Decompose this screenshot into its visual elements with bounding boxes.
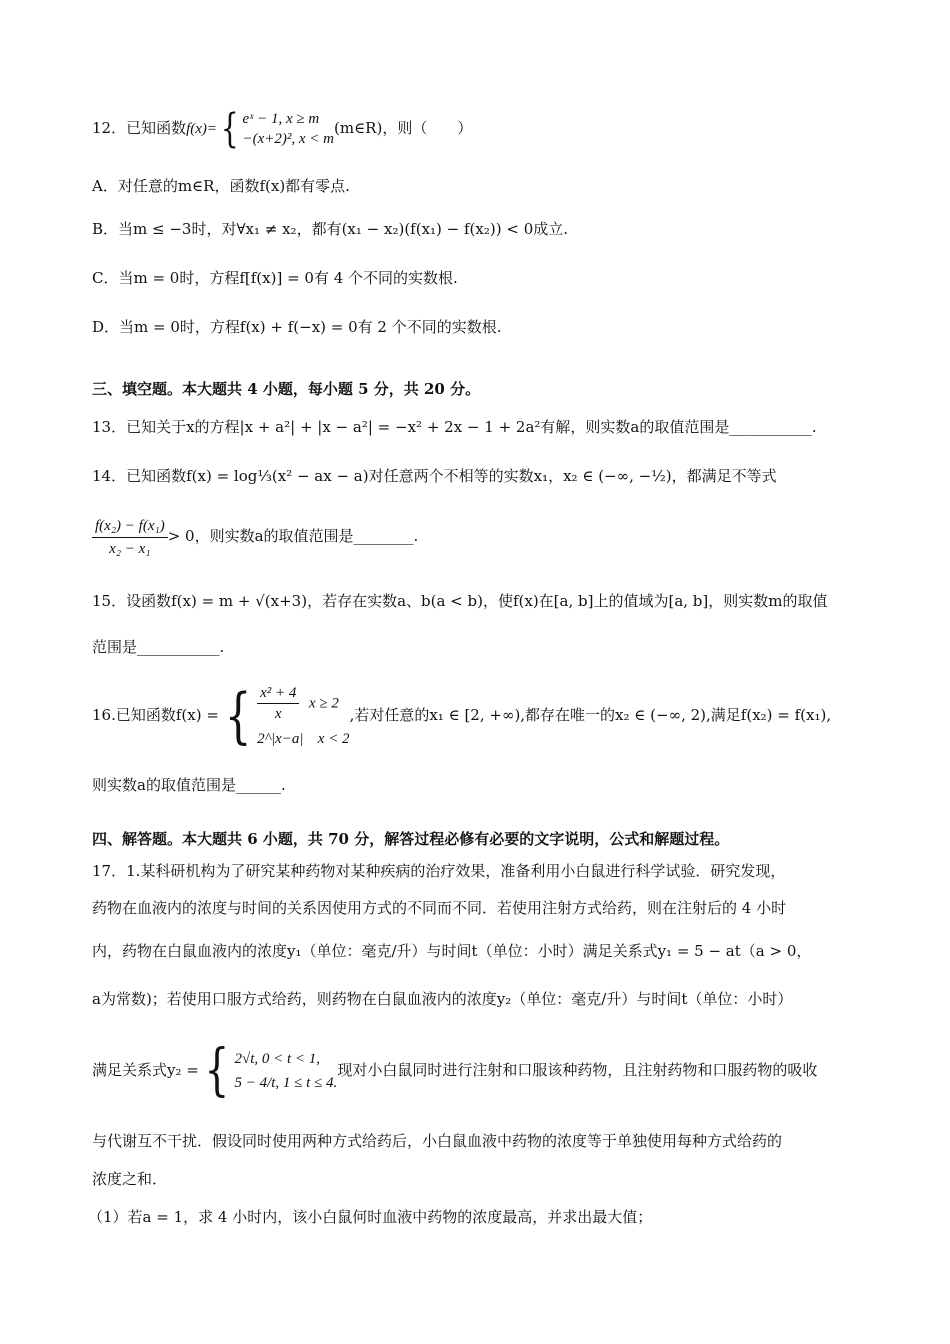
q16-rest: ,若对任意的x₁ ∈ [2, +∞),都存在唯一的x₂ ∈ (−∞, 2),满足f(x₂) = f(x₁), [349, 706, 832, 724]
q12-intro: 12．已知函数 [92, 119, 187, 137]
q14-frac-den: x₂ − x₁ [109, 540, 151, 557]
q14-line2-text: > 0，则实数a的取值范围是________. [167, 527, 419, 545]
q12-option-b: B．当m ≤ −3时，对∀x₁ ≠ x₂，都有(x₁ − x₂)(f(x₁) − f(x₂)) < 0成立. [92, 220, 569, 238]
q17-line3: 内，药物在白鼠血液内的浓度y₁（单位：毫克/升）与时间t（单位：小时）满足关系式y₁ = 5 − at（a > 0， [92, 942, 812, 960]
q16-case2 [257, 728, 349, 749]
q16-case1 [257, 683, 349, 724]
q17-line1: 17．1.某科研机构为了研究某种药物对某种疾病的治疗效果，准备利用小白鼠进行科学试验．研究发现， [92, 862, 786, 880]
q17-line8: （1）若a = 1，求 4 小时内，该小白鼠何时血液中药物的浓度最高，并求出最大值； [88, 1208, 653, 1226]
q17-l5-rest: 现对小白鼠同时进行注射和口服该种药物，且注射药物和口服药物的吸收 [337, 1061, 818, 1079]
left-brace: { [220, 106, 239, 152]
question-12-stem [92, 106, 880, 152]
question-14-line1: 14．已知函数f(x) = log⅓(x² − ax − a)对任意两个不相等的实数x₁，x₂ ∈ (−∞, −½)，都满足不等式 [92, 467, 777, 485]
q16-case1-den: x [274, 706, 282, 722]
q17-line5 [92, 1038, 880, 1103]
q17-case2: 5 − 4/t, 1 ≤ t ≤ 4. [234, 1075, 338, 1091]
question-15-line1: 15．设函数f(x) = m + √(x+3)，若存在实数a、b(a < b)，使f(x)在[a, b]上的值域为[a, b]，则实数m的取值 [92, 592, 828, 610]
question-13: 13．已知关于x的方程|x + a²| + |x − a²| = −x² + 2x − 1 + 2a²有解，则实数a的取值范围是___________. [92, 418, 817, 436]
q12-option-d: D．当m = 0时，方程f(x) + f(−x) = 0有 2 个不同的实数根. [92, 318, 502, 336]
q16-case1-frac [257, 683, 299, 724]
question-16-line2: 则实数a的取值范围是______. [92, 776, 286, 794]
q12-option-a: A．对任意的m∈R，函数f(x)都有零点. [92, 177, 350, 195]
q17-line2: 药物在血液内的浓度与时间的关系因使用方式的不同而不同．若使用注射方式给药，则在注射后的 4 小时 [92, 899, 787, 917]
q12-cond: (m∈R)，则（ ） [334, 119, 473, 137]
q16-case1-num: x² + 4 [257, 683, 299, 704]
q17-case1: 2√t, 0 < t < 1, [234, 1051, 321, 1067]
question-14-line2 [92, 512, 880, 560]
section-3-heading: 三、填空题。本大题共 4 小题，每小题 5 分，共 20 分。 [92, 380, 481, 398]
section-4-heading: 四、解答题。本大题共 6 小题，共 70 分，解答过程必修有必要的文字说明，公式和解题过程。 [92, 830, 730, 848]
q16-intro: 16.已知函数f(x) = [92, 706, 219, 724]
q17-line6: 与代谢互不干扰．假设同时使用两种方式给药后，小白鼠血液中药物的浓度等于单独使用每种方式给药的 [92, 1132, 783, 1150]
question-15-line2: 范围是___________. [92, 638, 225, 656]
q16-case2-expr: 2^|x−a| [257, 731, 304, 747]
q12-option-c: C．当m = 0时，方程f[f(x)] = 0有 4 个不同的实数根. [92, 269, 458, 287]
q17-line7: 浓度之和． [92, 1170, 168, 1188]
q12-case1: eˣ − 1, x ≥ m [242, 111, 320, 127]
q14-fraction [92, 515, 168, 560]
q17-l5-intro: 满足关系式y₂ = [92, 1061, 199, 1079]
q12-piecewise [242, 109, 334, 149]
q16-case2-cond: x < 2 [317, 731, 350, 747]
question-16-stem [92, 680, 880, 750]
q17-piecewise [234, 1047, 337, 1095]
q16-case1-cond: x ≥ 2 [308, 695, 339, 712]
left-brace: { [204, 1038, 230, 1103]
q16-piecewise [257, 683, 349, 749]
q14-frac-num: f(x₂) − f(x₁) [92, 515, 168, 538]
q12-case2: −(x+2)², x < m [242, 131, 334, 147]
q17-line4: a为常数)；若使用口服方式给药，则药物在白鼠血液内的浓度y₂（单位：毫克/升）与时间t（单位：小时） [92, 990, 793, 1008]
left-brace: { [224, 681, 252, 751]
q12-func: f(x)= [186, 121, 218, 137]
